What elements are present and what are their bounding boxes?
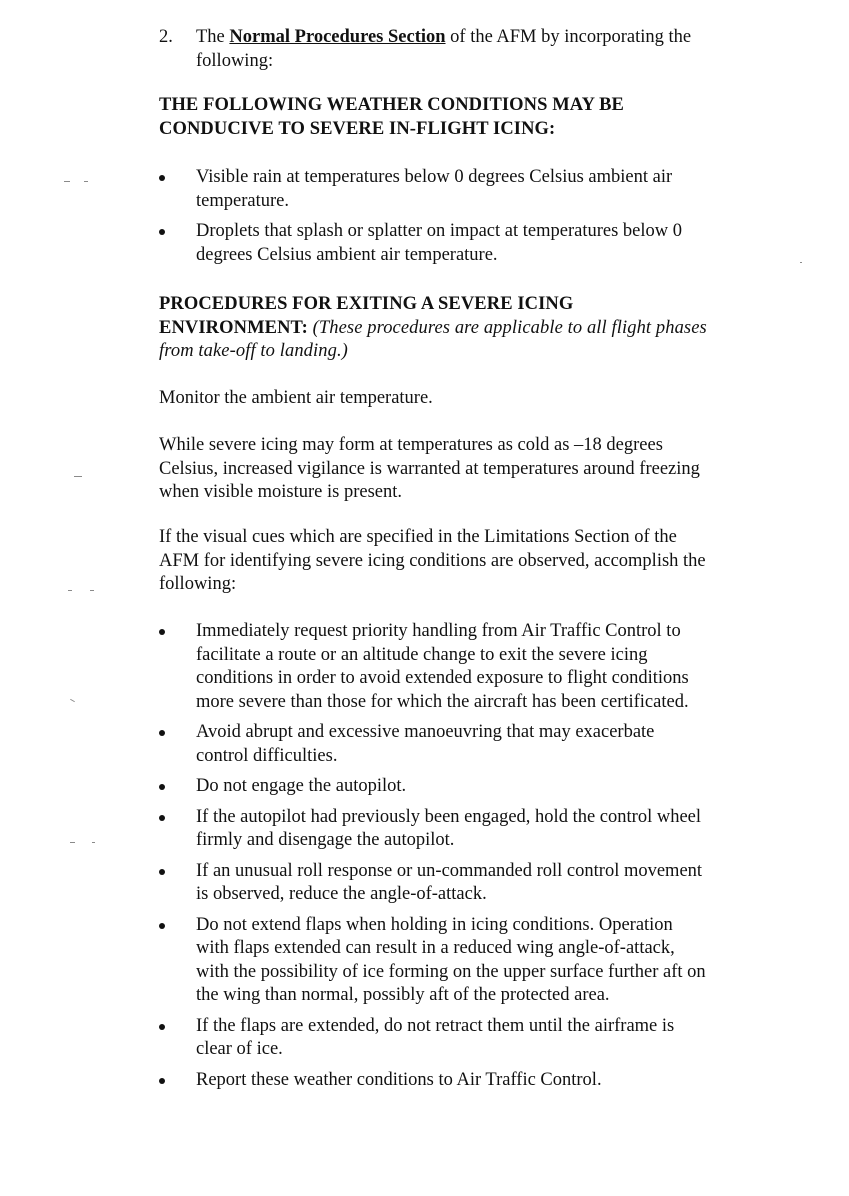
bullet-line: facilitate a route or an altitude change to exit the severe icing	[196, 644, 648, 665]
bullet-line: Report these weather conditions to Air Traffic Control.	[196, 1069, 602, 1090]
item-suffix: of the AFM by incorporating the	[445, 27, 692, 47]
normal-procedures-section-ref: Normal Procedures Section	[229, 27, 446, 47]
bullet-icon	[159, 869, 165, 875]
weather-conditions-heading: THE FOLLOWING WEATHER CONDITIONS MAY BE CONDUCIVE TO SEVERE IN-FLIGHT ICING:	[159, 95, 624, 139]
bullet-icon	[159, 784, 165, 790]
list-item: Visible rain at temperatures below 0 degrees Celsius ambient air temperature.	[159, 166, 759, 213]
visual-cues-paragraph: If the visual cues which are specified in the Limitations Section of the AFM for identifying severe icing conditions are observed, accomplish the following:	[159, 527, 706, 594]
list-item	[159, 914, 759, 1008]
bullet-line: If an unusual roll response or un-commanded roll control movement	[196, 860, 703, 881]
bullet-icon	[159, 175, 165, 181]
monitor-temperature-paragraph: Monitor the ambient air temperature.	[159, 388, 433, 408]
item-text	[196, 26, 756, 73]
exit-actions-list	[159, 620, 759, 1099]
list-item	[159, 806, 759, 853]
scan-mark	[70, 842, 75, 843]
scan-mark	[70, 699, 75, 702]
item-number: 2.	[159, 27, 173, 47]
bullet-line: If the autopilot had previously been engaged, hold the control wheel	[196, 806, 702, 827]
list-item	[159, 721, 759, 768]
list-item	[159, 1069, 759, 1093]
bullet-line: clear of ice.	[196, 1039, 283, 1059]
bullet-line: more severe than those for which the aircraft has been certificated.	[196, 691, 689, 712]
bullet-line: conditions in order to avoid extended exposure to flight conditions	[196, 668, 689, 688]
item-suffix-line2: following:	[196, 50, 274, 71]
bullet-line: Do not extend flaps when holding in icing conditions. Operation	[196, 914, 673, 935]
item-prefix: The	[196, 27, 230, 47]
bullet-line: If the flaps are extended, do not retract them until the airframe is	[196, 1015, 675, 1036]
exit-procedures-heading: PROCEDURES FOR EXITING A SEVERE ICING ENVIRONMENT: (These procedures are applicable to all flight phases from take-off to landing.)	[159, 294, 707, 361]
bullet-line: with the possibility of ice forming on the upper surface further aft on	[196, 961, 706, 982]
bullet-line: with flaps extended can result in a reduced wing angle-of-attack,	[196, 938, 675, 958]
weather-conditions-list	[159, 166, 759, 274]
scan-mark	[64, 181, 70, 182]
bullet-icon	[159, 1024, 165, 1030]
bullet-icon	[159, 1078, 165, 1084]
scan-mark	[92, 842, 95, 843]
bullet-icon	[159, 923, 165, 929]
list-item	[159, 775, 759, 799]
bullet-line: control difficulties.	[196, 745, 338, 766]
bullet-icon	[159, 229, 165, 235]
scan-mark	[90, 590, 94, 591]
bullet-icon	[159, 629, 165, 635]
bullet-line: Immediately request priority handling from Air Traffic Control to	[196, 621, 681, 641]
list-item: Droplets that splash or splatter on impact at temperatures below 0 degrees Celsius ambient air temperature.	[159, 220, 759, 267]
bullet-line: firmly and disengage the autopilot.	[196, 830, 455, 850]
scan-mark	[74, 476, 82, 477]
bullet-line: the wing than normal, possibly aft of the protected area.	[196, 985, 610, 1005]
bullet-line: Avoid abrupt and excessive manoeuvring that may exacerbate	[196, 722, 655, 742]
scan-mark	[800, 262, 802, 263]
bullet-line: Do not engage the autopilot.	[196, 776, 407, 796]
scan-mark	[84, 181, 88, 182]
list-item	[159, 860, 759, 907]
scan-mark	[68, 590, 72, 591]
severe-icing-paragraph: While severe icing may form at temperatures as cold as –18 degrees Celsius, increased vigilance is warranted at temperatures around freezing when visible moisture is present.	[159, 435, 700, 502]
bullet-icon	[159, 730, 165, 736]
list-item	[159, 620, 759, 714]
bullet-icon	[159, 815, 165, 821]
bullet-line: is observed, reduce the angle-of-attack.	[196, 884, 487, 904]
list-item	[159, 1015, 759, 1062]
